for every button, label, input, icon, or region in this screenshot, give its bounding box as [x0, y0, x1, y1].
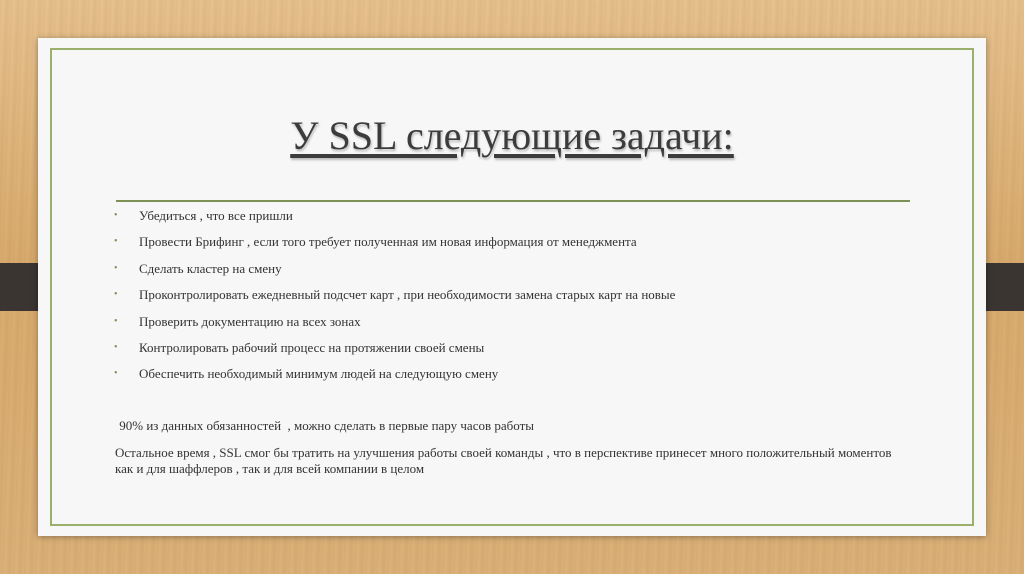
list-item-text: Провести Брифинг , если того требует полученная им новая информация от менеджмента — [139, 234, 637, 250]
list-item-text: Контролировать рабочий процесс на протяжении своей смены — [139, 339, 485, 355]
bullet-icon: • — [114, 262, 118, 274]
bullet-icon: • — [114, 236, 118, 248]
list-item-text: Проверить документацию на всех зонах — [139, 313, 361, 329]
bullet-icon: • — [114, 315, 118, 327]
list-item-text: Убедиться , что все пришли — [139, 208, 293, 223]
task-list — [112, 208, 675, 393]
list-item — [112, 261, 675, 287]
title-divider — [116, 200, 910, 202]
list-item — [112, 314, 675, 340]
list-item-text: Обеспечить необходимый минимум людей на следующую смену — [139, 366, 499, 382]
list-item-text: Сделать кластер на смену — [139, 260, 282, 276]
list-item — [112, 208, 675, 234]
slide-paper — [38, 38, 986, 536]
slide-title: У SSL следующие задачи: — [290, 113, 734, 158]
summary-note: 90% из данных обязанностей , можно сделать в первые пару часов работы — [116, 418, 534, 433]
list-item — [112, 366, 675, 392]
bullet-icon: • — [114, 341, 118, 353]
bullet-icon: • — [114, 210, 118, 221]
bullet-icon: • — [114, 368, 118, 380]
list-item — [112, 234, 675, 260]
list-item — [112, 287, 675, 313]
list-item-text: Проконтролировать ежедневный подсчет карт , при необходимости замена старых карт на новые — [139, 287, 676, 303]
bullet-icon: • — [114, 289, 118, 301]
list-item — [112, 340, 675, 366]
remaining-time-note: Остальное время , SSL смог бы тратить на улучшения работы своей команды , что в перспективе принесет много положительный моментов как и для шаффлеров , так и для всей компании в целом — [115, 445, 892, 476]
